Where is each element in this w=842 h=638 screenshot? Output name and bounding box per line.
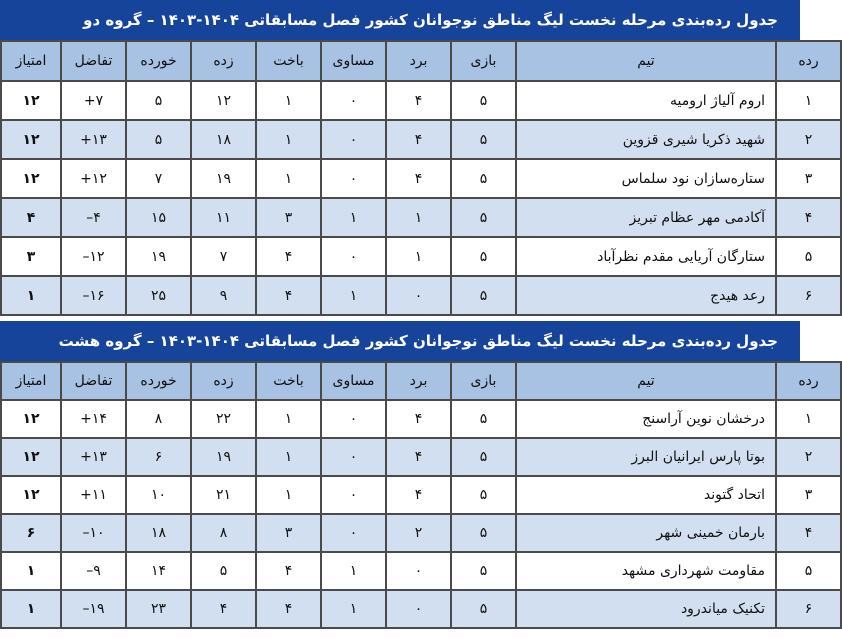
table-row: [1, 81, 841, 120]
team-cell: رعد هیدج: [516, 276, 776, 315]
team-cell: بوتا پارس ایرانیان البرز: [516, 438, 776, 476]
won-cell: ۴: [386, 81, 451, 120]
played-cell: ۵: [451, 400, 516, 438]
team-cell: ستاره‌سازان نود سلماس: [516, 159, 776, 198]
goals-against-cell: ۲۳: [126, 590, 191, 628]
goals-against-cell: ۱۴: [126, 552, 191, 590]
team-cell: بارمان خمینی شهر: [516, 514, 776, 552]
won-cell: ۴: [386, 438, 451, 476]
lost-cell: ۴: [256, 276, 321, 315]
rank-cell: ۶: [776, 276, 841, 315]
drawn-cell: ۱: [321, 198, 386, 237]
won-cell: ۰: [386, 552, 451, 590]
team-cell: درخشان نوین آراسنج: [516, 400, 776, 438]
table-row: [1, 476, 841, 514]
group-title: جدول رده‌بندی مرحله نخست لیگ مناطق نوجوانان کشور فصل مسابقاتی ۱۴۰۴-۱۴۰۳ – گروه هشت: [0, 321, 800, 361]
col-points: امتیاز: [1, 362, 61, 400]
group-title: جدول رده‌بندی مرحله نخست لیگ مناطق نوجوانان کشور فصل مسابقاتی ۱۴۰۴-۱۴۰۳ – گروه دو: [0, 0, 800, 40]
goal-difference-cell: ۱۱+: [61, 476, 126, 514]
goals-for-cell: ۱۱: [191, 198, 256, 237]
col-points: امتیاز: [1, 41, 61, 81]
col-drawn: مساوی: [321, 362, 386, 400]
col-lost: باخت: [256, 41, 321, 81]
won-cell: ۱: [386, 198, 451, 237]
played-cell: ۵: [451, 159, 516, 198]
played-cell: ۵: [451, 438, 516, 476]
drawn-cell: ۰: [321, 514, 386, 552]
goals-for-cell: ۴: [191, 590, 256, 628]
points-cell: ۱۲: [1, 400, 61, 438]
goal-difference-cell: ۱۴+: [61, 400, 126, 438]
drawn-cell: ۱: [321, 276, 386, 315]
col-goals-against: خورده: [126, 362, 191, 400]
points-cell: ۱: [1, 276, 61, 315]
goals-against-cell: ۱۹: [126, 237, 191, 276]
lost-cell: ۱: [256, 81, 321, 120]
drawn-cell: ۰: [321, 81, 386, 120]
rank-cell: ۵: [776, 237, 841, 276]
standings-table: [0, 361, 842, 629]
table-row: [1, 400, 841, 438]
goal-difference-cell: ۱۳+: [61, 438, 126, 476]
standings-group-eight: [0, 321, 819, 629]
col-goals-for: زده: [191, 41, 256, 81]
points-cell: ۴: [1, 198, 61, 237]
table-row: [1, 276, 841, 315]
goals-for-cell: ۲۱: [191, 476, 256, 514]
team-cell: مقاومت شهرداری مشهد: [516, 552, 776, 590]
table-row: [1, 159, 841, 198]
col-goals-against: خورده: [126, 41, 191, 81]
played-cell: ۵: [451, 198, 516, 237]
goals-for-cell: ۱۸: [191, 120, 256, 159]
lost-cell: ۱: [256, 120, 321, 159]
played-cell: ۵: [451, 120, 516, 159]
goals-against-cell: ۱۰: [126, 476, 191, 514]
points-cell: ۱۲: [1, 476, 61, 514]
played-cell: ۵: [451, 276, 516, 315]
goals-for-cell: ۱۹: [191, 438, 256, 476]
rank-cell: ۳: [776, 476, 841, 514]
goal-difference-cell: ۴–: [61, 198, 126, 237]
header-row: [1, 362, 841, 400]
col-goals-for: زده: [191, 362, 256, 400]
won-cell: ۱: [386, 237, 451, 276]
points-cell: ۶: [1, 514, 61, 552]
points-cell: ۱: [1, 552, 61, 590]
table-row: [1, 438, 841, 476]
table-row: [1, 514, 841, 552]
lost-cell: ۱: [256, 159, 321, 198]
lost-cell: ۳: [256, 198, 321, 237]
lost-cell: ۴: [256, 590, 321, 628]
team-cell: تکنیک میاندرود: [516, 590, 776, 628]
rank-cell: ۱: [776, 400, 841, 438]
team-cell: ستارگان آریایی مقدم نظرآباد: [516, 237, 776, 276]
team-cell: آکادمی مهر عظام تبریز: [516, 198, 776, 237]
col-goal-difference: تفاضل: [61, 362, 126, 400]
table-row: [1, 590, 841, 628]
played-cell: ۵: [451, 552, 516, 590]
rank-cell: ۳: [776, 159, 841, 198]
table-row: [1, 120, 841, 159]
col-played: بازی: [451, 41, 516, 81]
points-cell: ۱: [1, 590, 61, 628]
col-drawn: مساوی: [321, 41, 386, 81]
goals-for-cell: ۱۲: [191, 81, 256, 120]
won-cell: ۰: [386, 590, 451, 628]
table-row: [1, 198, 841, 237]
goals-against-cell: ۶: [126, 438, 191, 476]
won-cell: ۲: [386, 514, 451, 552]
goal-difference-cell: ۱۶–: [61, 276, 126, 315]
goals-for-cell: ۲۲: [191, 400, 256, 438]
lost-cell: ۱: [256, 438, 321, 476]
col-won: برد: [386, 41, 451, 81]
lost-cell: ۴: [256, 237, 321, 276]
drawn-cell: ۰: [321, 120, 386, 159]
drawn-cell: ۱: [321, 552, 386, 590]
standings-group-two: [0, 0, 819, 316]
goals-against-cell: ۸: [126, 400, 191, 438]
drawn-cell: ۰: [321, 237, 386, 276]
col-played: بازی: [451, 362, 516, 400]
lost-cell: ۴: [256, 552, 321, 590]
goals-for-cell: ۹: [191, 276, 256, 315]
col-rank: رده: [776, 41, 841, 81]
points-cell: ۱۲: [1, 120, 61, 159]
goals-against-cell: ۱۸: [126, 514, 191, 552]
won-cell: ۴: [386, 120, 451, 159]
col-won: برد: [386, 362, 451, 400]
points-cell: ۱۲: [1, 159, 61, 198]
col-team: تیم: [516, 41, 776, 81]
played-cell: ۵: [451, 476, 516, 514]
points-cell: ۱۲: [1, 81, 61, 120]
points-cell: ۳: [1, 237, 61, 276]
rank-cell: ۴: [776, 198, 841, 237]
goal-difference-cell: ۱۰–: [61, 514, 126, 552]
goals-against-cell: ۵: [126, 120, 191, 159]
goals-against-cell: ۷: [126, 159, 191, 198]
goal-difference-cell: ۹–: [61, 552, 126, 590]
col-lost: باخت: [256, 362, 321, 400]
played-cell: ۵: [451, 237, 516, 276]
goals-against-cell: ۱۵: [126, 198, 191, 237]
goal-difference-cell: ۱۲+: [61, 159, 126, 198]
goals-for-cell: ۸: [191, 514, 256, 552]
col-rank: رده: [776, 362, 841, 400]
drawn-cell: ۰: [321, 438, 386, 476]
table-row: [1, 552, 841, 590]
lost-cell: ۳: [256, 514, 321, 552]
team-cell: اتحاد گتوند: [516, 476, 776, 514]
header-row: [1, 41, 841, 81]
rank-cell: ۵: [776, 552, 841, 590]
rank-cell: ۱: [776, 81, 841, 120]
rank-cell: ۶: [776, 590, 841, 628]
goal-difference-cell: ۷+: [61, 81, 126, 120]
won-cell: ۴: [386, 476, 451, 514]
drawn-cell: ۰: [321, 476, 386, 514]
goals-for-cell: ۵: [191, 552, 256, 590]
goal-difference-cell: ۱۹–: [61, 590, 126, 628]
goal-difference-cell: ۱۳+: [61, 120, 126, 159]
played-cell: ۵: [451, 590, 516, 628]
lost-cell: ۱: [256, 476, 321, 514]
won-cell: ۴: [386, 159, 451, 198]
played-cell: ۵: [451, 514, 516, 552]
goals-against-cell: ۲۵: [126, 276, 191, 315]
col-goal-difference: تفاضل: [61, 41, 126, 81]
standings-table: [0, 40, 842, 316]
goals-for-cell: ۷: [191, 237, 256, 276]
drawn-cell: ۰: [321, 159, 386, 198]
lost-cell: ۱: [256, 400, 321, 438]
rank-cell: ۴: [776, 514, 841, 552]
points-cell: ۱۲: [1, 438, 61, 476]
won-cell: ۰: [386, 276, 451, 315]
team-cell: اروم آلیاژ ارومیه: [516, 81, 776, 120]
goals-for-cell: ۱۹: [191, 159, 256, 198]
goal-difference-cell: ۱۲–: [61, 237, 126, 276]
team-cell: شهید ذکریا شیری قزوین: [516, 120, 776, 159]
goals-against-cell: ۵: [126, 81, 191, 120]
rank-cell: ۲: [776, 438, 841, 476]
rank-cell: ۲: [776, 120, 841, 159]
drawn-cell: ۱: [321, 590, 386, 628]
drawn-cell: ۰: [321, 400, 386, 438]
table-row: [1, 237, 841, 276]
played-cell: ۵: [451, 81, 516, 120]
won-cell: ۴: [386, 400, 451, 438]
col-team: تیم: [516, 362, 776, 400]
